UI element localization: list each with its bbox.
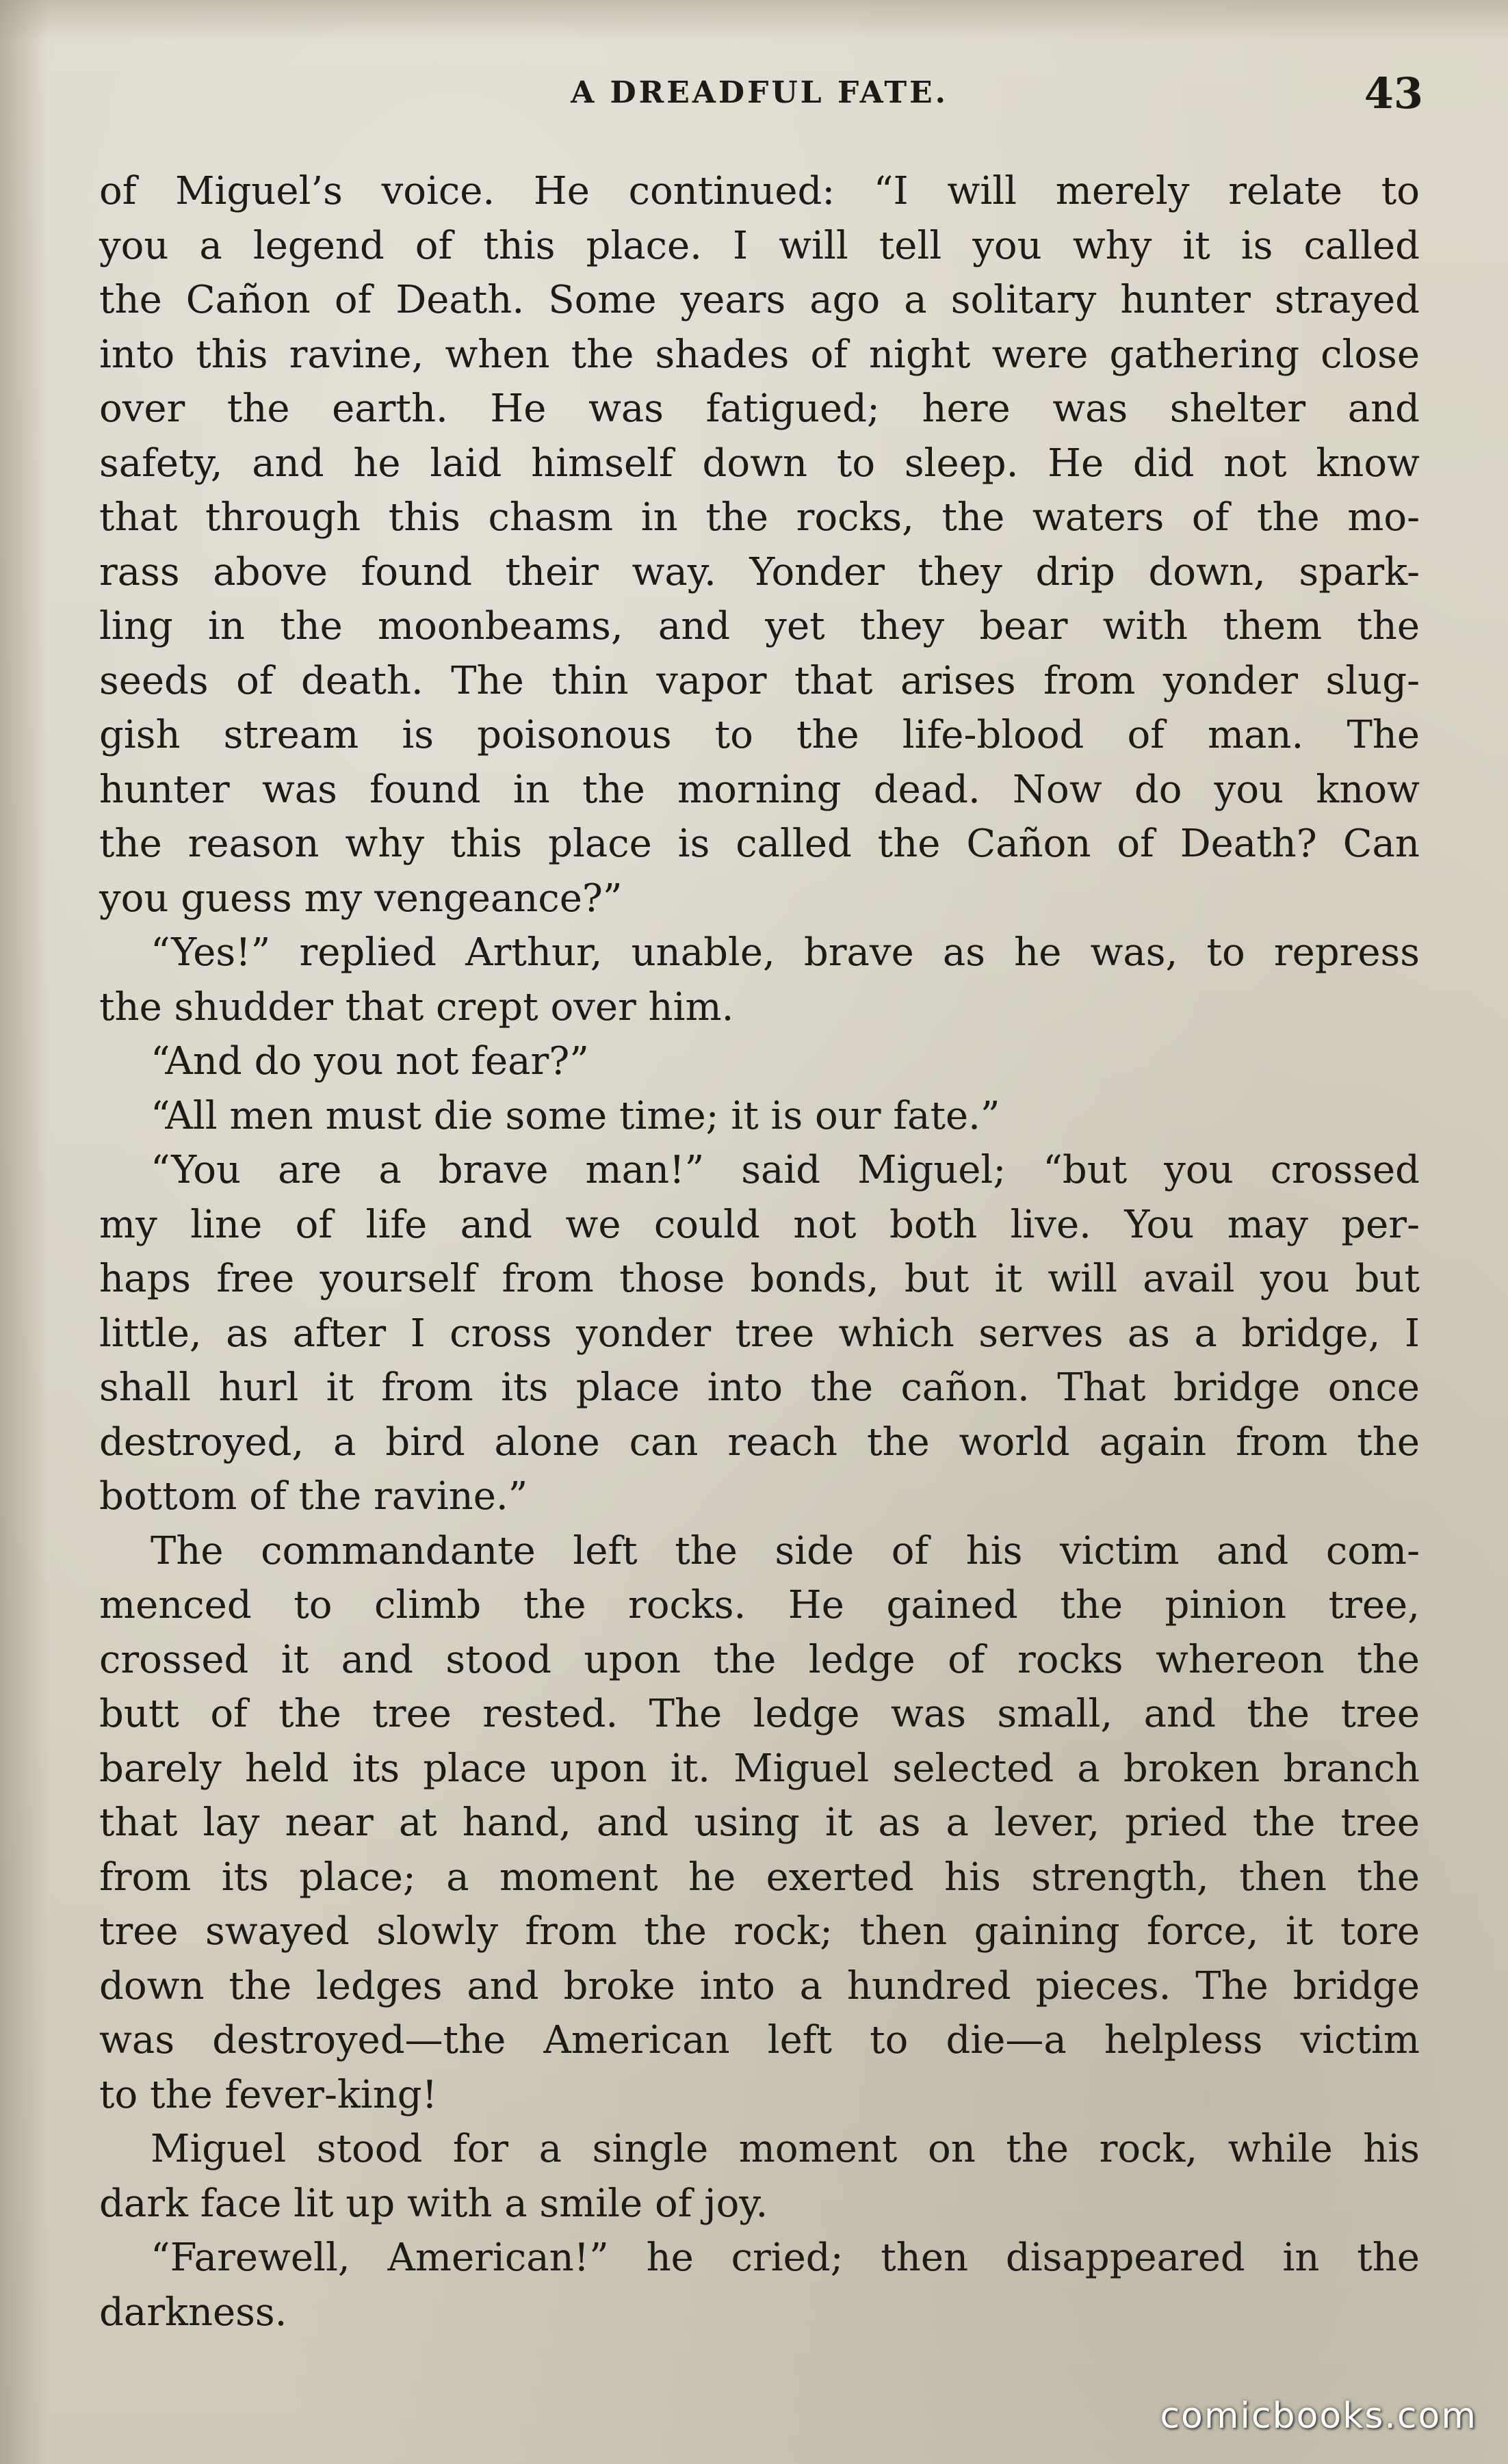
text-line: little, as after I cross yonder tree which serves as a bridge, I xyxy=(99,1311,1420,1356)
text-line: crossed it and stood upon the ledge of rocks whereon the xyxy=(99,1637,1420,1682)
text-line: menced to climb the rocks. He gained the pinion tree, xyxy=(99,1583,1420,1627)
text-line: the Cañon of Death. Some years ago a solitary hunter strayed xyxy=(99,278,1420,322)
text-line: the shudder that crept over him. xyxy=(99,984,734,1030)
text-line: into this ravine, when the shades of night were gathering close xyxy=(99,332,1420,377)
text-line: destroyed, a bird alone can reach the world again from the xyxy=(99,1419,1420,1465)
text-line: my line of life and we could not both live. You may per- xyxy=(99,1202,1420,1247)
text-line: of Miguel’s voice. He continued: “I will merely relate to xyxy=(99,169,1420,213)
text-line: the reason why this place is called the Cañon of Death? Can xyxy=(99,822,1420,866)
page-shadow-top xyxy=(0,0,1508,41)
text-line: “All men must die some time; it is our fate.” xyxy=(151,1093,1000,1138)
text-line: darkness. xyxy=(99,2290,287,2335)
watermark: comicbooks.com xyxy=(1160,2396,1477,2437)
text-line: butt of the tree rested. The ledge was small, and the tree xyxy=(99,1692,1420,1736)
text-line: was destroyed—the American left to die—a helpless victim xyxy=(99,2018,1420,2062)
text-line: haps free yourself from those bonds, but it will avail you but xyxy=(99,1257,1420,1301)
text-line: to the fever-king! xyxy=(99,2072,438,2117)
page-header xyxy=(96,68,1423,130)
text-line: Miguel stood for a single moment on the rock, while his xyxy=(151,2127,1420,2171)
text-line: ling in the moonbeams, and yet they bear with them the xyxy=(99,604,1420,648)
text-line: down the ledges and broke into a hundred pieces. The bridge xyxy=(99,1963,1420,2008)
body-text xyxy=(99,164,1420,2340)
text-line: “Farewell, American!” he cried; then disappeared in the xyxy=(151,2236,1420,2280)
text-line: “Yes!” replied Arthur, unable, brave as he was, to repress xyxy=(151,930,1420,975)
running-title: A DREADFUL FATE. xyxy=(571,75,948,110)
text-line: seeds of death. The thin vapor that arises from yonder slug- xyxy=(99,658,1420,703)
text-line: gish stream is poisonous to the life-blood of man. The xyxy=(99,713,1420,757)
text-line: that through this chasm in the rocks, the waters of the mo- xyxy=(99,495,1420,540)
text-line: “You are a brave man!” said Miguel; “but you crossed xyxy=(151,1148,1420,1192)
text-line: rass above found their way. Yonder they drip down, spark- xyxy=(99,549,1420,594)
text-line: that lay near at hand, and using it as a lever, pried the tree xyxy=(99,1800,1420,1845)
page-shadow-left xyxy=(0,0,48,2464)
text-line: dark face lit up with a smile of joy. xyxy=(99,2181,768,2226)
text-line: bottom of the ravine.” xyxy=(99,1474,528,1519)
text-line: “And do you not fear?” xyxy=(151,1039,589,1084)
text-line: over the earth. He was fatigued; here was shelter and xyxy=(99,386,1420,431)
text-line: safety, and he laid himself down to sleep. He did not know xyxy=(99,441,1420,486)
text-line: The commandante left the side of his victim and com- xyxy=(151,1528,1420,1573)
text-line: barely held its place upon it. Miguel selected a broken branch xyxy=(99,1746,1420,1791)
text-line: tree swayed slowly from the rock; then gaining force, it tore xyxy=(99,1909,1420,1954)
text-line: you a legend of this place. I will tell you why it is called xyxy=(99,223,1420,268)
page-number: 43 xyxy=(1364,68,1423,118)
text-line: from its place; a moment he exerted his strength, then the xyxy=(99,1854,1420,1900)
text-line: hunter was found in the morning dead. Now do you know xyxy=(99,767,1420,812)
text-line: shall hurl it from its place into the cañon. That bridge once xyxy=(99,1365,1420,1410)
text-line: you guess my vengeance?” xyxy=(99,876,623,921)
